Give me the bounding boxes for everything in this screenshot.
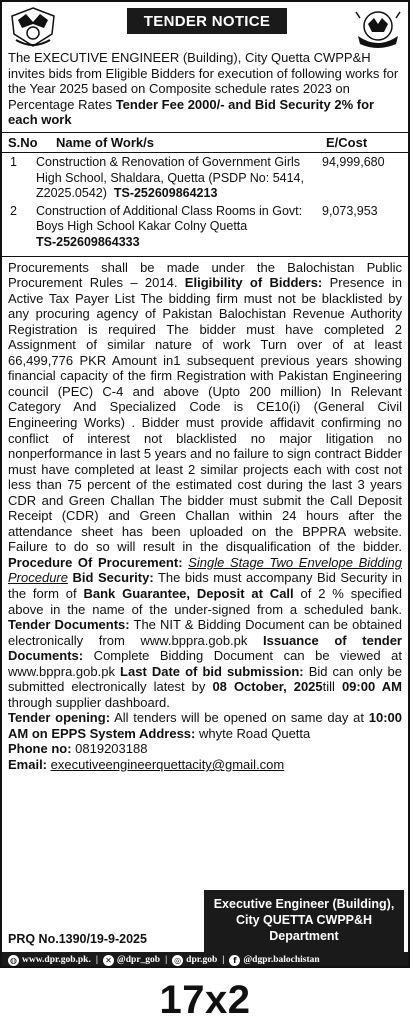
social-instagram[interactable]: ◎ dpr.gob	[174, 955, 218, 965]
row-cost: 94,999,680	[322, 154, 385, 169]
row-name: Construction & Renovation of Government Girls High School, Shaldara, Quetta (PSDP No: 5414, Z2025.0542) TS-252609864213	[36, 154, 304, 201]
balochistan-emblem-icon	[8, 6, 58, 48]
email-label: Email:	[8, 757, 48, 773]
table-row	[2, 202, 408, 251]
row-ts-number: TS-252609864333	[36, 234, 140, 249]
tender-documents-label: Tender Documents:	[8, 617, 130, 633]
notice-header	[2, 2, 408, 52]
row-cost: 9,073,953	[322, 203, 378, 218]
phone-label: Phone no:	[8, 741, 72, 757]
address-label: Address:	[135, 725, 196, 741]
row-ts-number: TS-252609864213	[113, 186, 218, 201]
last-date: 08 October, 2025	[212, 679, 323, 695]
opening-time: 10:00 AM on EPPS System	[8, 710, 402, 741]
intro-paragraph	[2, 50, 408, 128]
table-row	[2, 153, 408, 202]
table-header	[2, 133, 408, 153]
row-sno: 2	[10, 203, 17, 218]
globe-icon: ◍	[8, 955, 19, 966]
works-table	[2, 132, 408, 257]
ad-size-label: 17x2	[159, 978, 251, 1022]
tender-fee-note: Tender Fee 2000/- and Bid Security 2% for each work	[8, 96, 375, 128]
header-sno: S.No	[8, 134, 38, 150]
header-cost: E/Cost	[326, 134, 368, 150]
bid-security-label: Bid Security:	[72, 570, 154, 586]
row-name: Construction of Additional Class Rooms in Govt: Boys High School Kakar Colny Quetta TS-252609864333	[36, 203, 303, 249]
eligibility-label: Eligibility of Bidders:	[184, 275, 323, 291]
issuance-label: Issuance of tender Documents:	[8, 632, 402, 664]
facebook-icon: f	[229, 955, 240, 966]
notice-footer	[2, 884, 408, 952]
last-date-label: Last Date of bid submission:	[120, 663, 304, 679]
intro-text: The EXECUTIVE ENGINEER (Building), City Quetta CWPP&H invites bids from Eligible Bidders for execution of following works for the Year 2025 based on Composite schedule rates 2023 on Percentage Rates	[8, 50, 399, 112]
prq-number: PRQ No.1390/19-9-2025	[8, 932, 147, 946]
issuing-office: Executive Engineer (Building), City QUETTA CWPP&H Department	[204, 890, 404, 952]
phone-number: 0819203188	[71, 741, 148, 757]
row-sno: 1	[10, 154, 17, 169]
opening-label: Tender opening:	[8, 710, 111, 726]
bank-guarantee: Bank Guarantee, Deposit at Call	[83, 586, 294, 602]
email-address[interactable]: executiveengineerquettacity@gmail.com	[50, 757, 285, 773]
social-twitter[interactable]: ✕ @dpr_gob	[103, 955, 160, 966]
social-website[interactable]: ◍ www.dpr.gob.pk.	[10, 955, 91, 965]
header-name: Name of Work/s	[56, 134, 155, 150]
twitter-icon: ✕	[103, 955, 114, 966]
social-bar: ◍ www.dpr.gob.pk. | ✕ @dpr_gob | ◎ dpr.gob | f @dgpr.balochistan	[2, 952, 408, 968]
social-facebook[interactable]: f @dgpr.balochistan	[229, 955, 319, 966]
procedure-value: Single Stage Two Envelope Bidding Procedure	[8, 554, 402, 586]
department-emblem-icon	[354, 6, 402, 48]
last-time: 09:00 AM	[341, 679, 402, 695]
terms-paragraph: Procurements shall be made under the Balochistan Public Procurement Rules – 2014. Eligibility of Bidders: Presence in Active Tax Payer List The bidding firm must not be blacklisted by any procuring agency of Pakistan Balochistan Revenue Authority Registration is required The bidder must have completed 2 Assignment of similar nature of work Turn over of at least 66,499,776 PKR Amount in1 subsequent previous years showing financial capacity of the firm Registration with Pakistan Engineering council (PEC) C-4 and above (Upto 200 million) In Relevant Category And Specialized Code is CE10(i) (General Civil Engineering Works) . Bidder must provide affidavit confirming no conflict of interest not blacklisted no major litigation no nonperformance in last 5 years and no failure to sign contract Bidder must have completed at least 2 similar projects each with cost not less than 75 percent of the estimated cost during the last 3 years CDR and Green Challan The bidder must submit the Call Deposit Receipt (CDR) and Green Challan within 24 hours after the attendance sheet has been uploaded on the BPPRA website. Failure to do so will result in the disqualification of the bidder. Procedure Of Procurement: Single Stage Two Envelope Bidding Procedure Bid Security: The bids must accompany Bid Security in the form of Bank Guarantee, Deposit at Call of 2 % specified above in the name of the under-signed from a scheduled bank. Tender Documents: The NIT & Bidding Document can be obtained electronically from www.bppra.gob.pk Issuance of tender Documents: Complete Bidding Document can be viewed at www.bppra.gob.pk Last Date of bid submission: Bid can only be submitted electronically latest by 08 October, 2025till 09:00 AM through supplier dashboard. Tender opening: All tenders will be opened on same day at 10:00 AM on EPPS System Address: whyte Road Quetta Phone no: 0819203188 Email: executiveengineerquettacity@gmail.com	[8, 259, 403, 773]
notice-title: TENDER NOTICE	[127, 8, 287, 34]
instagram-icon: ◎	[172, 955, 183, 966]
procedure-label: Procedure Of Procurement:	[8, 554, 183, 570]
